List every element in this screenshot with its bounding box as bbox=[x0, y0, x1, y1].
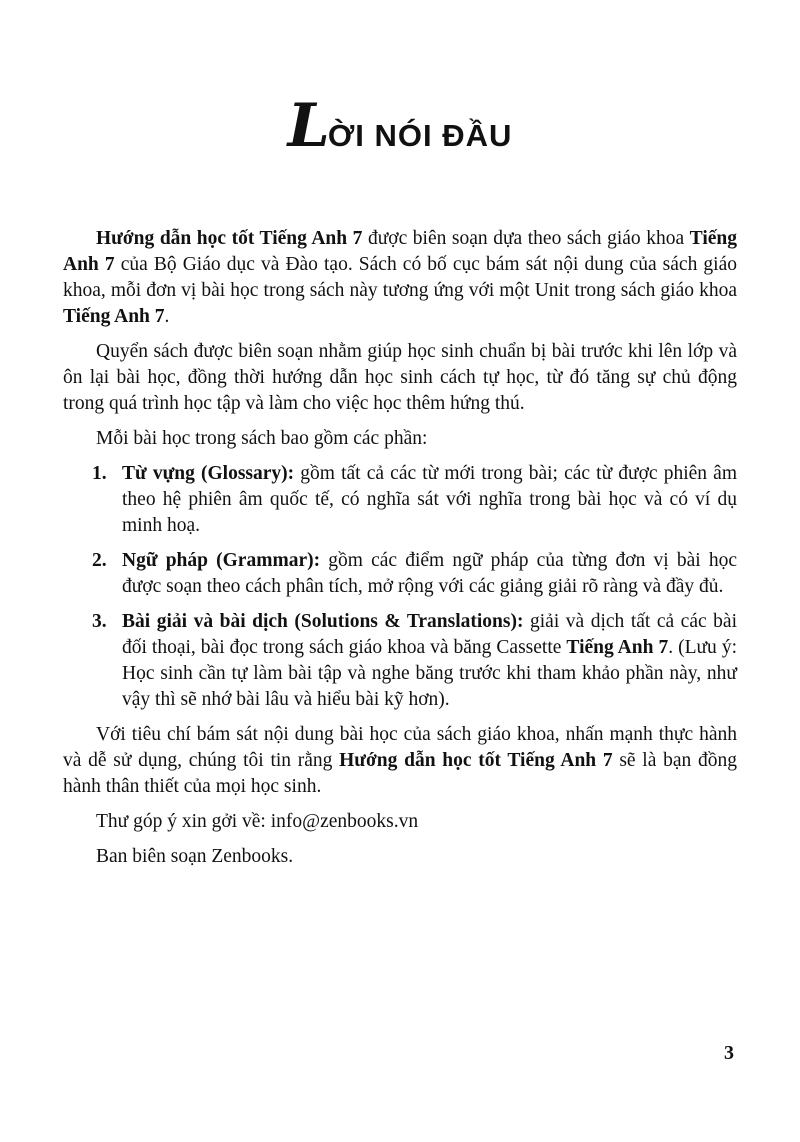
paragraph-intro bbox=[63, 226, 737, 330]
title-script-initial: L bbox=[287, 91, 328, 161]
book-title-bold: Hướng dẫn học tốt Tiếng Anh 7 bbox=[339, 750, 613, 771]
page-content bbox=[0, 91, 800, 870]
paragraph-feedback-email bbox=[63, 809, 737, 835]
list-heading-bold: Bài giải và bài dịch (Solutions & Translations): bbox=[122, 611, 524, 632]
list-number: 3. bbox=[92, 611, 107, 632]
book-title-bold: Tiếng Anh 7 bbox=[63, 306, 165, 327]
list-item-text: giải và dịch tất cả các bài đối thoại, bài đọc trong sách giáo khoa và băng Cassette bbox=[122, 611, 737, 658]
paragraph-text: Với tiêu chí bám sát nội dung bài học của sách giáo khoa, nhấn mạnh thực hành và dễ sử dụng, chúng tôi tin rằng bbox=[63, 724, 737, 771]
paragraph-text: sẽ là bạn đồng hành thân thiết của mọi học sinh. bbox=[63, 750, 737, 797]
list-heading-bold: Ngữ pháp (Grammar): bbox=[122, 550, 321, 571]
editorial-board-text: Ban biên soạn Zenbooks. bbox=[96, 846, 294, 867]
book-title-bold: Hướng dẫn học tốt Tiếng Anh 7 bbox=[96, 228, 363, 249]
title-text: ỜI NÓI ĐẦU bbox=[327, 118, 513, 153]
paragraph-text: . bbox=[164, 306, 170, 327]
page-title bbox=[63, 91, 737, 166]
feedback-email-text: Thư góp ý xin gởi về: info@zenbooks.vn bbox=[96, 811, 419, 832]
paragraph-purpose bbox=[63, 339, 737, 417]
list-number: 1. bbox=[92, 463, 107, 484]
book-title-bold: Tiếng Anh 7 bbox=[63, 228, 737, 275]
list-item-grammar bbox=[63, 548, 737, 600]
list-item-glossary bbox=[63, 461, 737, 539]
list-heading-bold: Từ vựng (Glossary): bbox=[122, 463, 295, 484]
paragraph-text: Quyển sách được biên soạn nhằm giúp học sinh chuẩn bị bài trước khi lên lớp và ôn lại bài học, đồng thời hướng dẫn học sinh cách tự học, từ đó tăng sự chủ động trong quá trình học tập và làm cho việc học thêm hứng thú. bbox=[63, 341, 737, 414]
list-number: 2. bbox=[92, 550, 107, 571]
page-number: 3 bbox=[724, 1042, 734, 1064]
paragraph-list-intro bbox=[63, 426, 737, 452]
paragraph-text: của Bộ Giáo dục và Đào tạo. Sách có bố cục bám sát nội dung của sách giáo khoa, mỗi đơn vị bài học trong sách này tương ứng với một Unit trong sách giáo khoa bbox=[63, 254, 737, 301]
list-item-solutions bbox=[63, 609, 737, 713]
list-item-text: gồm các điểm ngữ pháp của từng đơn vị bài học được soạn theo cách phân tích, mở rộng với các giảng giải rõ ràng và đầy đủ. bbox=[122, 550, 737, 597]
paragraph-editorial-board bbox=[63, 844, 737, 870]
list-item-text: . (Lưu ý: Học sinh cần tự làm bài tập và nghe băng trước khi tham khảo phần này, như vậy thì sẽ nhớ bài lâu và hiểu bài kỹ hơn). bbox=[122, 637, 737, 710]
paragraph-closing bbox=[63, 722, 737, 800]
list-item-text: gồm tất cả các từ mới trong bài; các từ được phiên âm theo hệ phiên âm quốc tế, có nghĩa sát với nghĩa trong bài học và có ví dụ minh hoạ. bbox=[122, 463, 737, 536]
paragraph-text: Mỗi bài học trong sách bao gồm các phần: bbox=[96, 428, 428, 449]
paragraph-text: được biên soạn dựa theo sách giáo khoa bbox=[362, 228, 690, 249]
book-title-bold: Tiếng Anh 7 bbox=[566, 637, 669, 658]
